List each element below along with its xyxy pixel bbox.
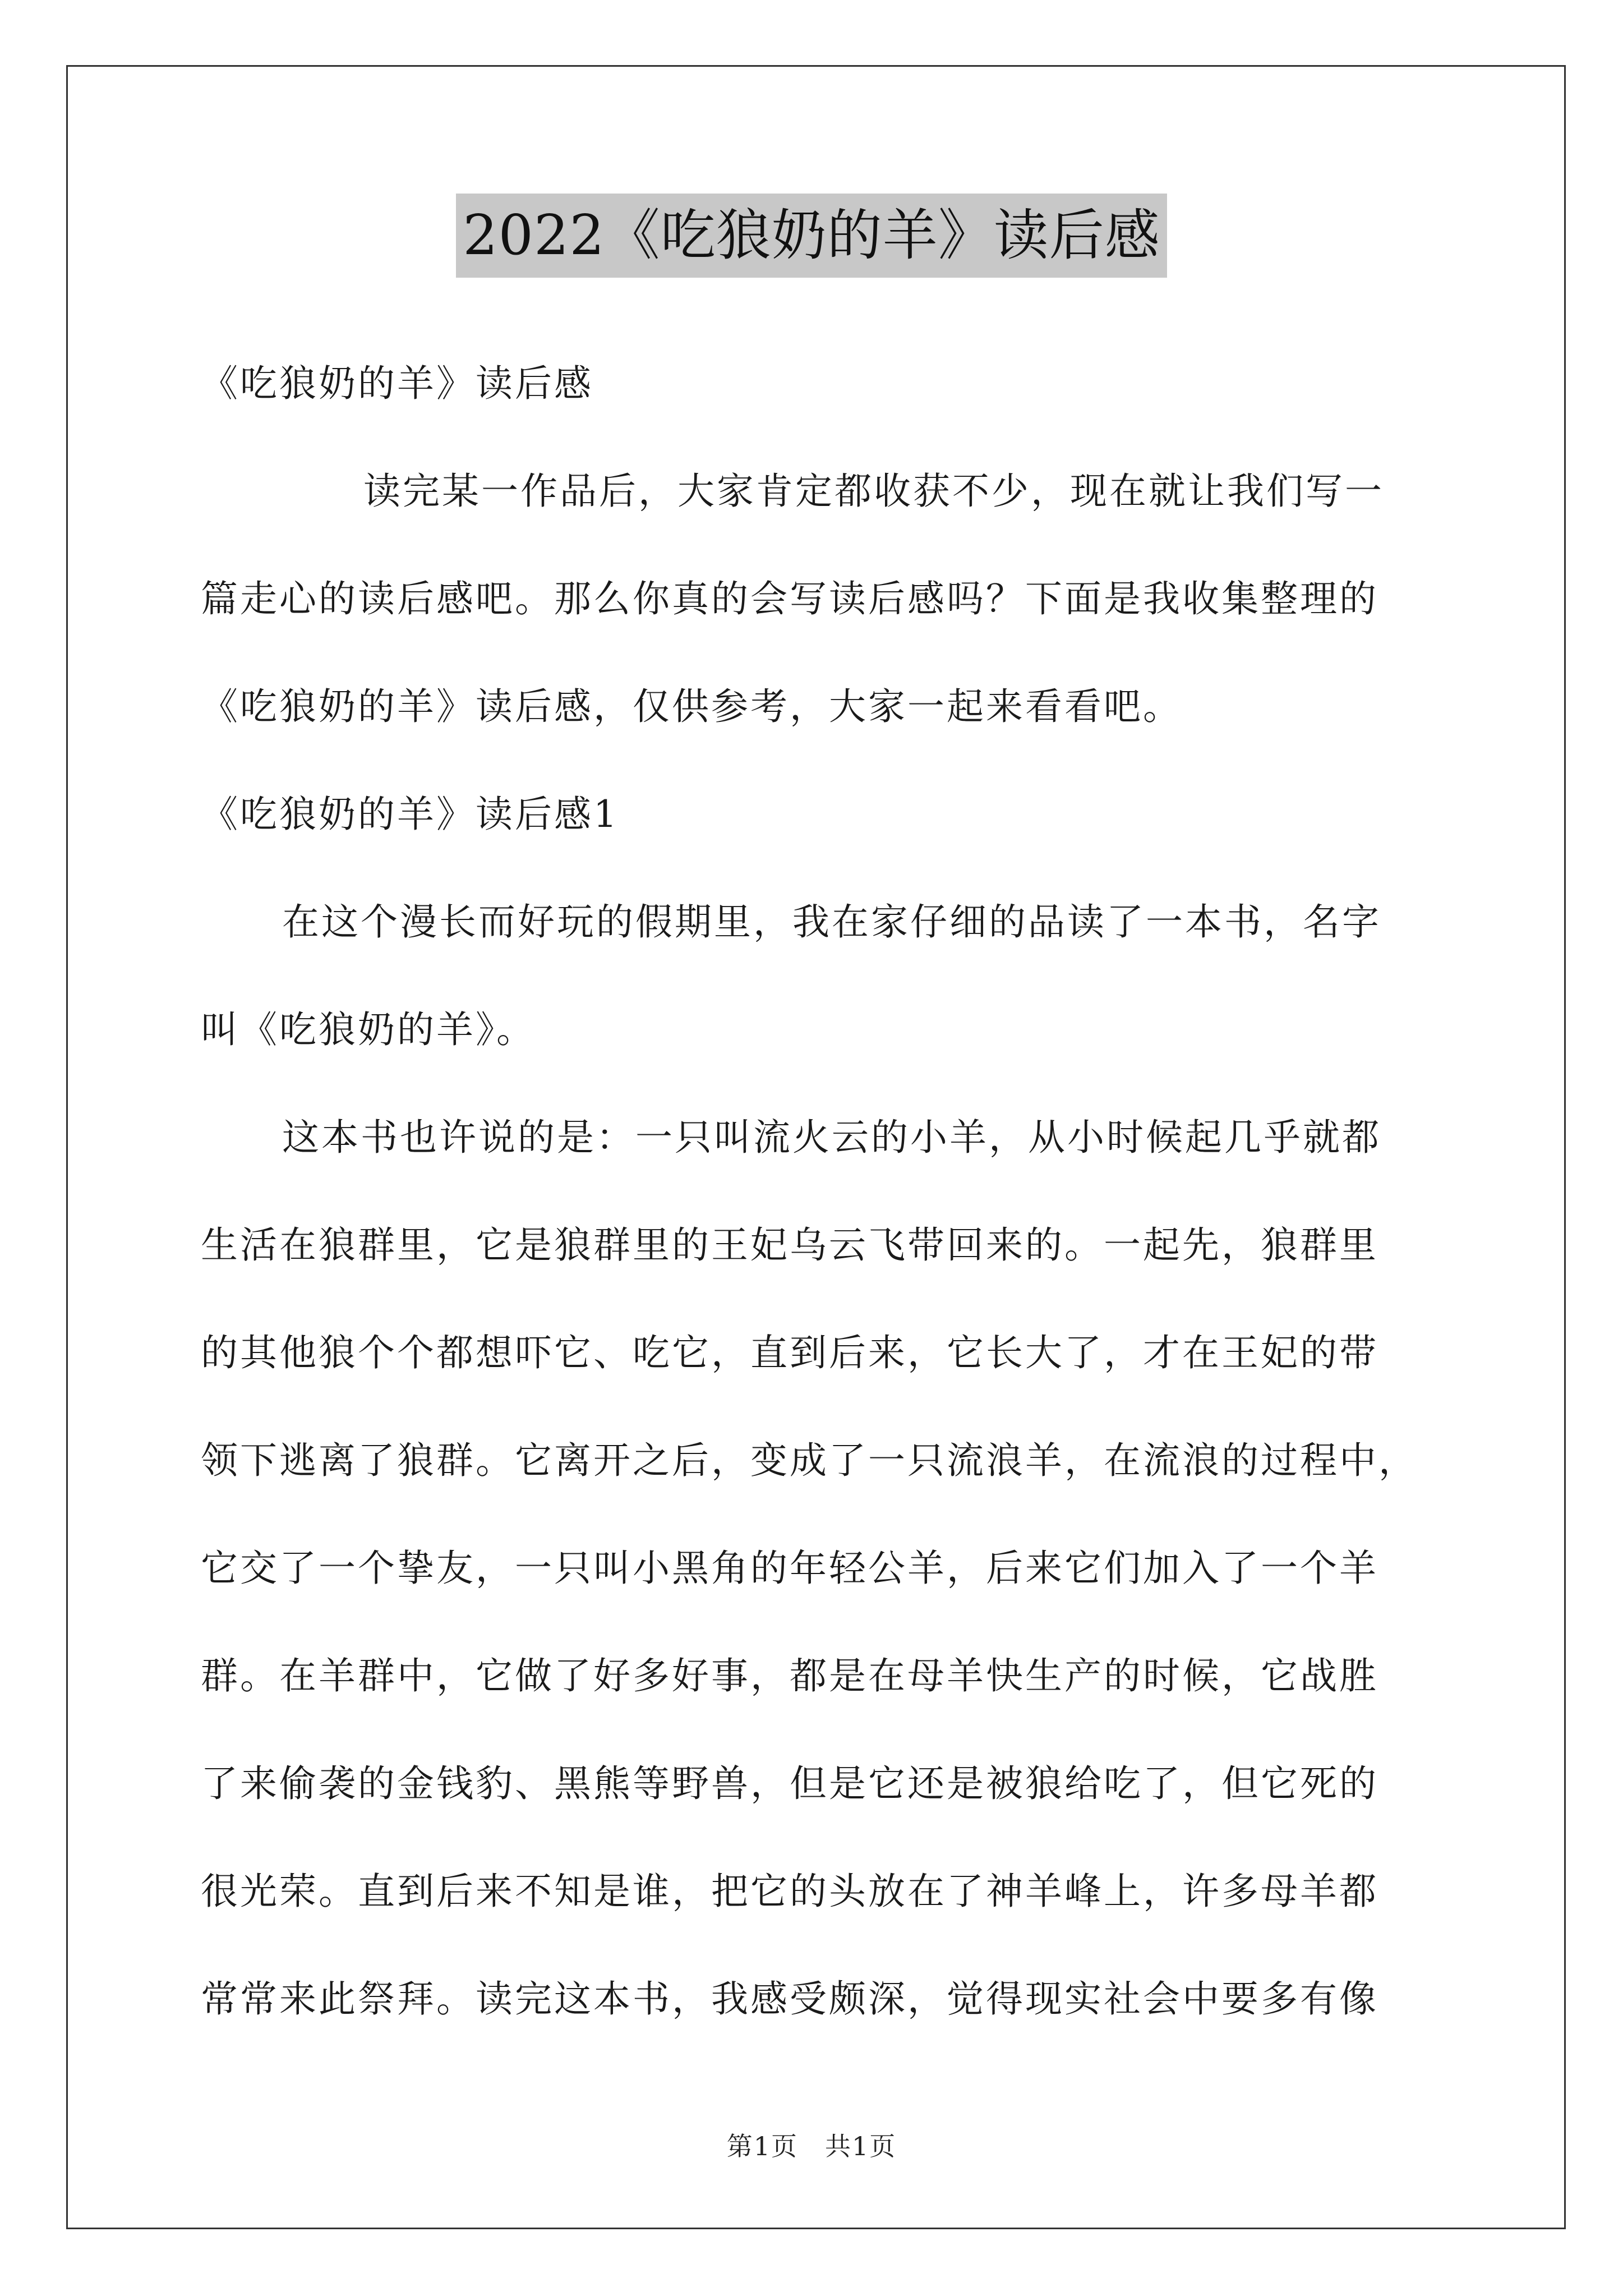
paragraph-line: 群。在羊群中，它做了好多好事，都是在母羊快生产的时候，它战胜 bbox=[201, 1654, 1378, 1697]
subtitle: 《吃狼奶的羊》读后感 bbox=[201, 362, 593, 405]
paragraph-line: 生活在狼群里，它是狼群里的王妃乌云飞带回来的。一起先，狼群里 bbox=[201, 1223, 1378, 1267]
paragraph-line: 领下逃离了狼群。它离开之后，变成了一只流浪羊，在流浪的过程中， bbox=[201, 1439, 1418, 1482]
paragraph-line: 的其他狼个个都想吓它、吃它，直到后来，它长大了，才在王妃的带 bbox=[201, 1331, 1378, 1374]
paragraph-line: 了来偷袭的金钱豹、黑熊等野兽，但是它还是被狼给吃了，但它死的 bbox=[201, 1762, 1378, 1805]
section-heading: 《吃狼奶的羊》读后感1 bbox=[201, 793, 619, 836]
paragraph-line: 很光荣。直到后来不知是谁，把它的头放在了神羊峰上，许多母羊都 bbox=[201, 1870, 1378, 1913]
paragraph-line: 叫《吃狼奶的羊》。 bbox=[201, 1008, 536, 1051]
document-body bbox=[201, 330, 1435, 2053]
paragraph-line: 在这个漫长而好玩的假期里，我在家仔细的品读了一本书，名字 bbox=[282, 900, 1381, 944]
page-footer: 第1页 共1页 bbox=[726, 2131, 897, 2161]
paragraph-line: 常常来此祭拜。读完这本书，我感受颇深，觉得现实社会中要多有像 bbox=[201, 1977, 1378, 2021]
document-title: 2022《吃狼奶的羊》读后感 bbox=[456, 194, 1166, 278]
intro-line: 读完某一作品后，大家肯定都收获不少，现在就让我们写一 bbox=[363, 470, 1384, 513]
intro-line: 篇走心的读后感吧。那么你真的会写读后感吗？下面是我收集整理的 bbox=[201, 577, 1378, 620]
intro-line: 《吃狼奶的羊》读后感，仅供参考，大家一起来看看吧。 bbox=[201, 685, 1182, 728]
paragraph-line: 它交了一个挚友，一只叫小黑角的年轻公羊，后来它们加入了一个羊 bbox=[201, 1547, 1378, 1590]
title-container bbox=[0, 194, 1623, 278]
paragraph-line: 这本书也许说的是：一只叫流火云的小羊，从小时候起几乎就都 bbox=[282, 1116, 1381, 1159]
